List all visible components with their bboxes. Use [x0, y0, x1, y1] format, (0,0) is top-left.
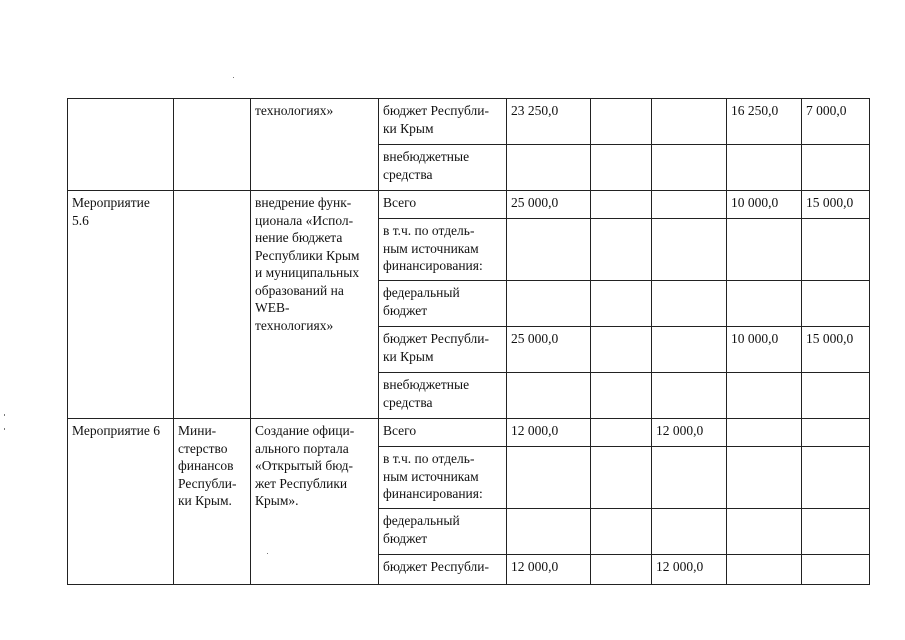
year2-cell: [652, 219, 727, 281]
description-cell: Создание офици- ального портала «Открытый бюд- жет Республики Крым».: [251, 419, 379, 585]
year2-cell: 12 000,0: [652, 555, 727, 585]
year2-cell: [652, 327, 727, 373]
table-row: [68, 191, 870, 219]
funding-source-cell: Всего: [379, 419, 507, 447]
year3-cell: [727, 419, 802, 447]
total-cell: 12 000,0: [507, 419, 591, 447]
year2-cell: [652, 373, 727, 419]
total-cell: [507, 447, 591, 509]
year2-cell: [652, 509, 727, 555]
year1-cell: [591, 99, 652, 145]
year3-cell: [727, 373, 802, 419]
total-cell: 25 000,0: [507, 327, 591, 373]
total-cell: [507, 145, 591, 191]
measure-cell: Мероприятие 5.6: [68, 191, 174, 419]
funding-source-cell: внебюджетные средства: [379, 145, 507, 191]
year3-cell: 16 250,0: [727, 99, 802, 145]
year1-cell: [591, 447, 652, 509]
year1-cell: [591, 191, 652, 219]
year1-cell: [591, 373, 652, 419]
year3-cell: [727, 447, 802, 509]
year3-cell: [727, 281, 802, 327]
year2-cell: [652, 447, 727, 509]
year2-cell: [652, 99, 727, 145]
funding-source-cell: Всего: [379, 191, 507, 219]
year4-cell: 15 000,0: [802, 191, 870, 219]
year4-cell: [802, 219, 870, 281]
scan-speck: [233, 77, 234, 78]
year2-cell: [652, 281, 727, 327]
total-cell: [507, 219, 591, 281]
measure-cell: [68, 99, 174, 191]
year3-cell: [727, 555, 802, 585]
year3-cell: 10 000,0: [727, 327, 802, 373]
year2-cell: [652, 191, 727, 219]
year1-cell: [591, 555, 652, 585]
funding-source-cell: федеральный бюджет: [379, 509, 507, 555]
year3-cell: [727, 145, 802, 191]
total-cell: [507, 373, 591, 419]
year2-cell: [652, 145, 727, 191]
table-row: [68, 419, 870, 447]
description-cell: внедрение функ- ционала «Испол- нение бюджета Республики Крым и муниципальных образований на WEB- технологиях»: [251, 191, 379, 419]
year4-cell: [802, 281, 870, 327]
total-cell: 23 250,0: [507, 99, 591, 145]
funding-source-cell: в т.ч. по отдель- ным источникам финансирования:: [379, 447, 507, 509]
year4-cell: [802, 373, 870, 419]
funding-source-cell: внебюджетные средства: [379, 373, 507, 419]
year3-cell: 10 000,0: [727, 191, 802, 219]
year4-cell: [802, 447, 870, 509]
total-cell: 25 000,0: [507, 191, 591, 219]
table-row: [68, 99, 870, 145]
year1-cell: [591, 281, 652, 327]
funding-table: [67, 98, 870, 585]
executor-cell: Мини- стерство финансов Республи- ки Крым.: [174, 419, 251, 585]
year2-cell: 12 000,0: [652, 419, 727, 447]
year4-cell: [802, 145, 870, 191]
year1-cell: [591, 145, 652, 191]
measure-cell: Мероприятие 6: [68, 419, 174, 585]
year1-cell: [591, 327, 652, 373]
scan-speck: [4, 428, 5, 430]
year1-cell: [591, 219, 652, 281]
year4-cell: [802, 509, 870, 555]
year3-cell: [727, 509, 802, 555]
funding-source-cell: в т.ч. по отдель- ным источникам финансирования:: [379, 219, 507, 281]
total-cell: [507, 509, 591, 555]
year4-cell: [802, 555, 870, 585]
description-cell: технологиях»: [251, 99, 379, 191]
year4-cell: [802, 419, 870, 447]
year3-cell: [727, 219, 802, 281]
total-cell: 12 000,0: [507, 555, 591, 585]
funding-source-cell: федеральный бюджет: [379, 281, 507, 327]
year4-cell: 7 000,0: [802, 99, 870, 145]
total-cell: [507, 281, 591, 327]
funding-source-cell: бюджет Республи-: [379, 555, 507, 585]
year1-cell: [591, 419, 652, 447]
year4-cell: 15 000,0: [802, 327, 870, 373]
funding-source-cell: бюджет Республи- ки Крым: [379, 327, 507, 373]
executor-cell: [174, 191, 251, 419]
scan-speck: [4, 414, 5, 416]
year1-cell: [591, 509, 652, 555]
executor-cell: [174, 99, 251, 191]
funding-source-cell: бюджет Республи- ки Крым: [379, 99, 507, 145]
